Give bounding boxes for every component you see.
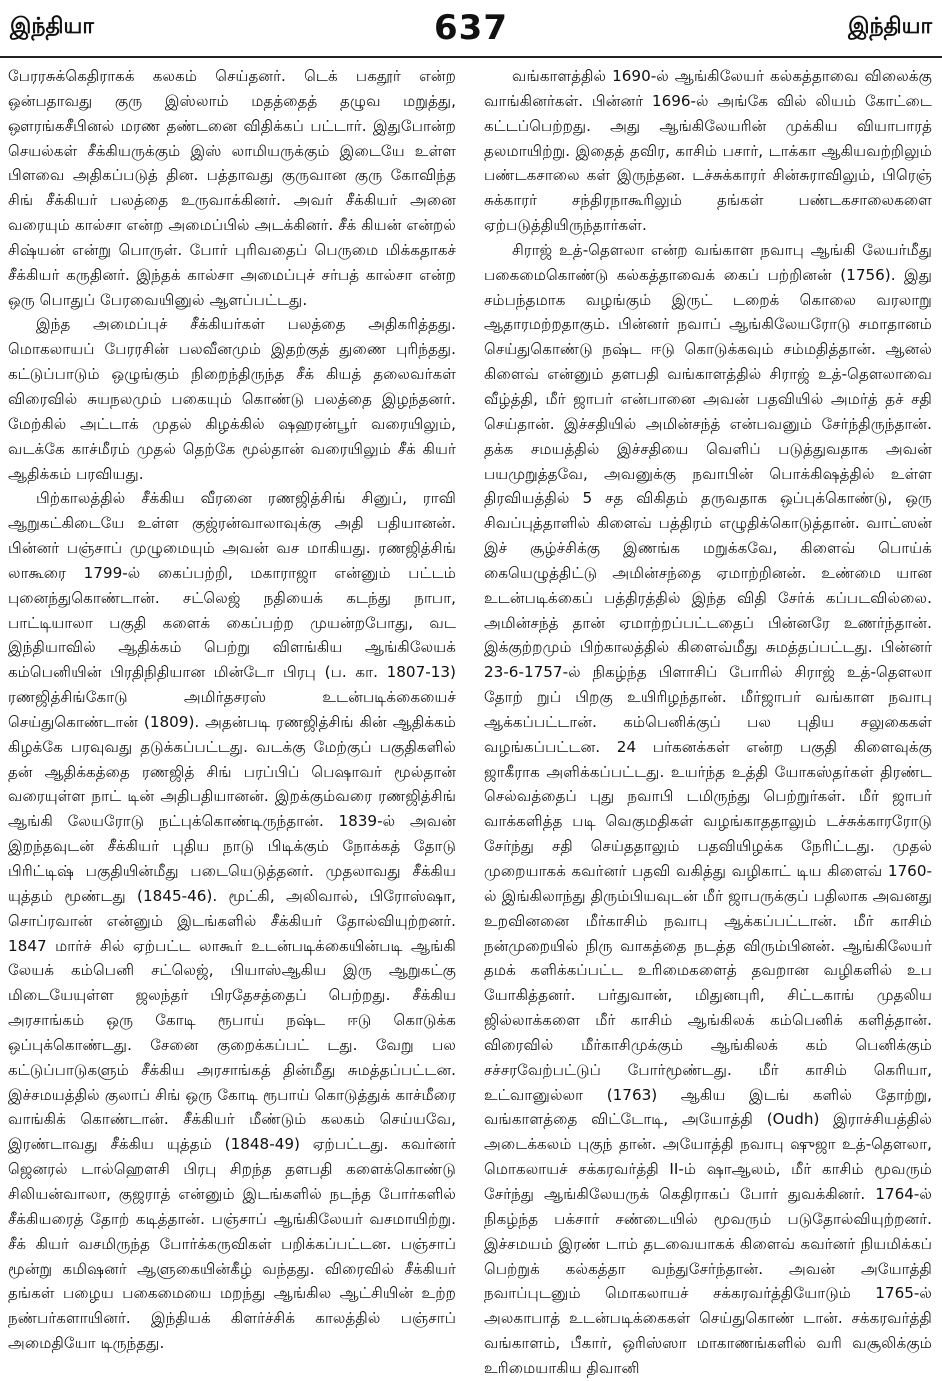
- running-title-right: இந்தியா: [848, 14, 932, 39]
- paragraph: பிற்காலத்தில் சீக்கிய வீரனை ரணஜித்சிங் சினுப், ராவி ஆறுகட்கிடையே உள்ள குஜ்ரன்வாலாவுக்கு அதி பதியானன். பின்னர் பஞ்சாப் முழுமையும் அவன் வச மாகியது. ரணஜித்சிங் லாகூரை 1799-ல் கைப்பற்றி, மகாராஜா என்னும் பட்டம் புனைந்துகொண்டான். சட்லெஜ் நதியைக் கடந்து நாபா, பாட்டியாலா பகுதி களைக் கைப்பற்ற முயன்றபோது, வட இந்தியாவில் ஆதிக்கம் பெற்று விளங்கிய ஆங்கிலேயக் கம்பெனியின் பிரதிநிதியான மின்டோ பிரபு (ப. கா. 1807-13) ரணஜித்சிங்கோடு அமிர்தசரஸ் உடன்படிக்கையைச் செய்துகொண்டான் (1809). அதன்படி ரணஜித்சிங் கின் ஆதிக்கம் கிழக்கே பரவுவது தடுக்கப்பட்டது. வடக்கு மேற்குப் பகுதிகளில் தன் ஆதிக்கத்தை ரணஜித் சிங் பரப்பிப் பெஷாவர் மூல்தான் வரையுள்ள நாட் டின் அதிபதியானன். இறக்கும்வரை ரணஜித்சிங் ஆங்கி லேயரோடு நட்புக்கொண்டிருந்தான். 1839-ல் அவன் இறந்தவுடன் சீக்கியர் புதிய நாடு பிடிக்கும் நோக்கத் தோடு பிரிட்டிஷ் பகுதியின்மீது படையெடுத்தனர். முதலாவது சீக்கிய யுத்தம் மூண்டது (1845-46). மூட்கி, அலிவால், பிரோஸ்ஷா, சொப்ரவான் என்னும் இடங்களில் சீக்கியர் தோல்வியுற்றனர். 1847 மார்ச் சில் ஏற்பட்ட லாகூர் உடன்படிக்கையின்படி ஆங்கி லேயக் கம்பெனி சட்லெஜ், பியாஸ்ஆகிய இரு ஆறுகட்கு மிடையேயுள்ள ஜலந்தர் பிரதேசத்தைப் பெற்றது. சீக்கிய அரசாங்கம் ஒரு கோடி ரூபாய் நஷ்ட ஈடு கொடுக்க ஒப்புக்கொண்டது. சேனை குறைக்கப்பட் டது. வேறு பல கட்டுப்பாடுகளும் சீக்கிய அரசாங்கத் தின்மீது சுமத்தப்பட்டன. இச்சமயத்தில் குலாப் சிங் ஒரு கோடி ரூபாய் கொடுத்துக் காச்மீரை வாங்கிக் கொண்டான். சீக்கியர் மீண்டும் கலகம் செய்யவே, இரண்டாவது சீக்கிய யுத்தம் (1848-49) ஏற்பட்டது. கவர்னர் ஜெனரல் டால்ஹௌசி பிரபு சிறந்த தளபதி களைக்கொண்டு சிலியன்வாலா, குஜராத் என்னும் இடங்களில் நடந்த போர்களில் சீக்கியரைத் தோற் கடித்தான். பஞ்சாப் ஆங்கிலேயர் வசமாயிற்று. சீக் கியர் வசமிருந்த போர்க்கருவிகள் பறிக்கப்பட்டன. பஞ்சாப் மூன்று கமிஷனர் ஆளுகையின்கீழ் வந்தது. விரைவில் சீக்கியர் தங்கள் பழைய பகைமையை மறந்து ஆங்கில ஆட்சியின் உற்ற நண்பர்களாயினர். இந்தியக் கிளர்ச்சிக் காலத்தில் பஞ்சாப் அமைதியோ டிருந்தது.: [8, 489, 456, 1353]
- left-column: [8, 64, 456, 1354]
- paragraph: இந்த அமைப்புச் சீக்கியர்கள் பலத்தை அதிகரித்தது. மொகலாயப் பேரரசின் பலவீனமும் இதற்குத் துணை புரிந்தது. கட்டுப்பாடும் ஒழுங்கும் நிறைந்திருந்த சீக் கியத் தலைவர்கள் விரைவில் சுயநலமும் பகையும் கொண்டு பலத்தை இழந்தனர். மேற்கில் அட்டாக் முதல் கிழக்கில் ஷஹரன்பூர் வரையிலும், வடக்கே காச்மீரம் முதல் தெற்கே மூல்தான் வரையிலும் சீக் கியர் ஆதிக்கம் பரவியது.: [8, 315, 456, 483]
- paragraph: சிராஜ் உத்-தௌலா என்ற வங்காள நவாபு ஆங்கி லேயர்மீது பகைமைகொண்டு கல்கத்தாவைக் கைப் பற்றினன் (1756). இது சம்பந்தமாக வழங்கும் இருட் டறைக் கொலை வரலாறு ஆதாரமற்றதாகும். பின்னர் நவாப் ஆங்கிலேயரோடு சமாதானம் செய்துகொண்டு நஷ்ட ஈடு கொடுக்கவும் சம்மதித்தான். ஆனல் கிளைவ் என்னும் தளபதி வங்காளத்தில் சிராஜ் உத்-தௌலாவை வீழ்த்தி, மீர் ஜாபர் என்பானை அவன் பதவியில் அமர்த் தச் சதி செய்தான். இச்சதியில் அமின்சந்த் என்பவனும் சேர்ந்திருந்தான். தக்க சமயத்தில் இச்சதியை வெளிப் படுத்துவதாக அவன் பயமுறுத்தவே, அவனுக்கு நவாபின் பொக்கிஷத்தில் உள்ள திரவியத்தில் 5 சத விகிதம் தருவதாக ஒப்புக்கொண்டு, ஒரு சிவப்புத்தாளில் கிளைவ் பத்திரம் எழுதிக்கொடுத்தான். வாட்ஸன் இச் சூழ்ச்சிக்கு இணங்க மறுக்கவே, கிளைவ் பொய்க் கையெழுத்திட்டு அமின்சந்தை ஏமாற்றினன். உண்மை யான உடன்படிக்கைப் பத்திரத்தில் இந்த விதி சேர்க் கப்படவில்லை. அமின்சந்த் தான் ஏமாற்றப்பட்டதைப் பின்னரே உணர்ந்தான். இக்குற்றமும் பிற்காலத்தில் கிளைவ்மீது சுமத்தப்பட்டது. பின்னர் 23-6-1757-ல் நிகழ்ந்த பிளாசிப் போரில் சிராஜ் உத்-தௌலா தோற் றுப் பிறகு உயிரிழந்தான். மீர்ஜாபர் வங்காள நவாபு ஆக்கப்பட்டான். கம்பெனிக்குப் பல புதிய சலுகைகள் வழங்கப்பட்டன. 24 பர்கனக்கள் என்ற பகுதி கிளைவுக்கு ஜாகீராக அளிக்கப்பட்டது. உயர்ந்த உத்தி யோகஸ்தர்கள் திரண்ட செல்வத்தைப் புது நவாபி டமிருந்து பெற்றுர்கள். மீர் ஜாபர் வாக்களித்த படி வெகுமதிகள் வழங்காததாலும் டச்சுக்காரரோடு சேர்ந்து சதி செய்ததாலும் பதவியிழக்க நேரிட்டது. முதல் முறையாகக் கவர்னர் பதவி வகித்து வழிகாட் டிய கிளைவ் 1760-ல் இங்கிலாந்து திரும்பியவுடன் மீர் ஜாபருக்குப் பதிலாக அவனது உறவினனை மீர்காசிம் நவாபு ஆக்கப்பட்டான். மீர் காசிம் நன்முறையில் நிரு வாகத்தை நடத்த விரும்பினன். ஆங்கிலேயர் தமக் களிக்கப்பட்ட உரிமைகளைத் தவறான வழிகளில் உப யோகித்தனர். பர்துவான், மிதுனபுரி, சிட்டகாங் முதலிய ஜில்லாக்களை மீர் காசிம் ஆங்கிலக் கம்பெனிக் களித்தான். விரைவில் மீர்காசிமுக்கும் ஆங்கிலக் கம் பெனிக்கும் சச்சரவேற்பட்டுப் போர்மூண்டது. மீர் காசிம் கெரியா, உட்வானுல்லா (1763) ஆகிய இடங் களில் தோற்று, வங்காளத்தை விட்டோடி, அயோத்தி (Oudh) இராச்சியத்தில் அடைக்கலம் புகுந் தான். அயோத்தி நவாபு ஷுஜா உத்-தௌலா, மொகலாயச் சக்கரவர்த்தி II-ம் ஷாஆலம், மீர் காசிம் மூவரும் சேர்ந்து ஆங்கிலேயருக் கெதிராகப் போர் துவக்கினர். 1764-ல் நிகழ்ந்த பக்சார் சண்டையில் மூவரும் படுதோல்வியுற்றனர். இச்சமயம் இரண் டாம் தடவையாகக் கிளைவ் கவர்னர் நியமிக்கப் பெற்றுக் கல்கத்தா வந்துசேர்ந்தான். அவன் அயோத்தி நவாப்புடனும் மொகலாயச் சக்கரவர்த்தியோடும் 1765-ல் அலகாபாத் உடன்படிக்கைகள் செய்துகொண் டான். சக்கரவர்த்தி வங்காளம், பீகார், ஒரிஸ்ஸா மாகாணங்களில் வரி வசூலிக்கும் உரிமையாகிய திவானி: [484, 240, 932, 1377]
- paragraph: வங்காளத்தில் 1690-ல் ஆங்கிலேயர் கல்கத்தாவை விலைக்கு வாங்கினர்கள். பின்னர் 1696-ல் அங்கே வில் லியம் கோட்டை கட்டப்பெற்றது. அது ஆங்கிலேயரின் முக்கிய வியாபாரத் தலமாயிற்று. இதைத் தவிர, காசிம் பசார், டாக்கா ஆகியவற்றிலும் பண்டகசாலை கள் இருந்தன. டச்சுக்காரர் சின்சுராவிலும், பிரெஞ் சுக்காரர் சந்திரநாகூரிலும் தங்கள் பண்டகசாலைகளை ஏற்படுத்தியிருந்தார்கள்.: [484, 67, 932, 235]
- right-column: [484, 64, 932, 1377]
- page-number: 637: [434, 8, 508, 48]
- page-header: [0, 0, 942, 58]
- paragraph: பேரரசுக்கெதிராகக் கலகம் செய்தனர். டெக் பகதூர் என்ற ஒன்பதாவது குரு இஸ்லாம் மதத்தைத் தழுவ மறுத்து, ஔரங்கசீபினல் மரண தண்டனை விதிக்கப் பட்டார். இதுபோன்ற செயல்கள் சீக்கியருக்கும் இஸ் லாமியருக்கும் இடையே உள்ள பிளவை அதிகப்படுத் தின. பத்தாவது குருவான குரு கோவிந்த சிங் சீக்கியர் பலத்தை உருவாக்கினர். அவர் சீக்கியர் அனை வரையும் கால்சா என்ற அமைப்பில் அடக்கினர். சீக் கியன் என்றல் சிஷ்யன் என்று பொருள். போர் புரிவதைப் பெருமை மிக்கதாகச் சீக்கியர் கருதினர். இந்தக் கால்சா அமைப்புச் சர்பத் கால்சா என்ற ஒரு பொதுப் பேரவையினுல் ஆளப்பட்டது.: [8, 67, 456, 309]
- running-title-left: இந்தியா: [10, 14, 94, 39]
